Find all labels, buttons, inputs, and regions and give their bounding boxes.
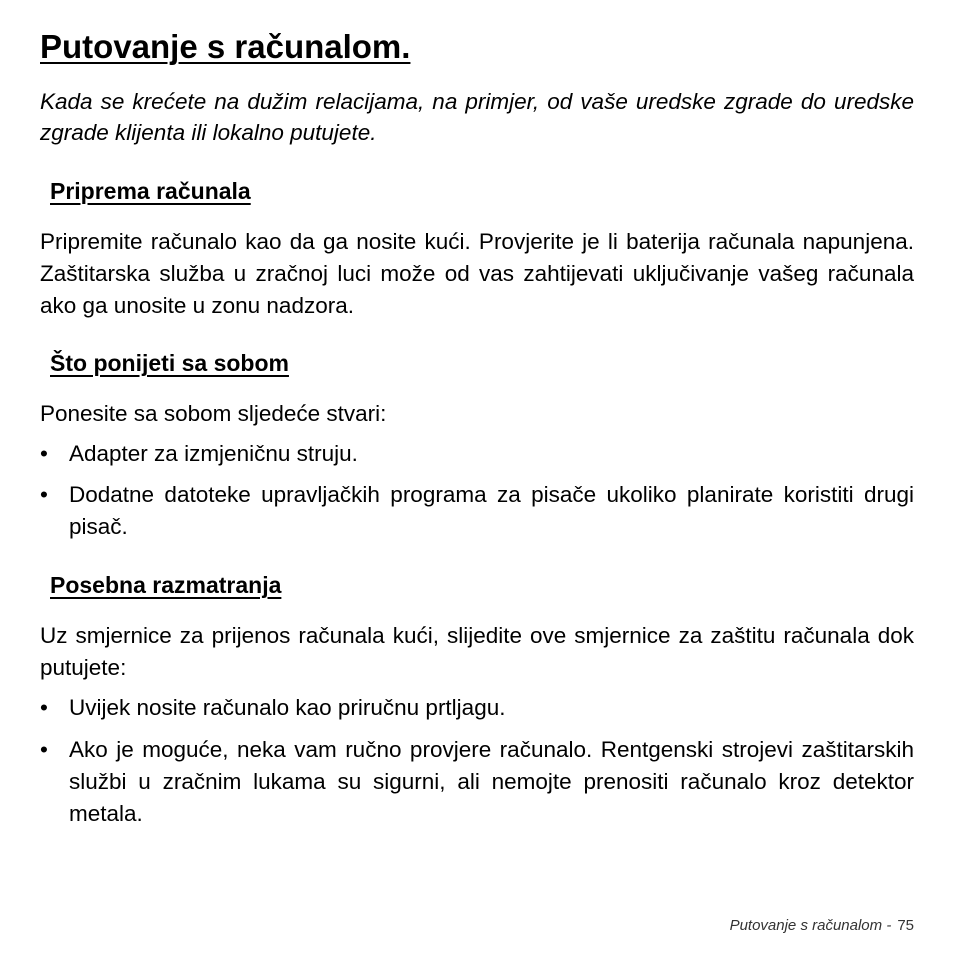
bullet-glyph: • — [40, 695, 48, 720]
bullet-glyph: • — [40, 737, 48, 762]
page-footer — [730, 917, 914, 934]
list-item-text: Dodatne datoteke upravljačkih programa za pisače ukoliko planirate koristiti drugi pisač. — [69, 482, 914, 539]
list-item-text: Uvijek nosite računalo kao priručnu prtljagu. — [69, 695, 506, 720]
intro-paragraph: Kada se krećete na dužim relacijama, na primjer, od vaše uredske zgrade do uredske zgrade klijenta ili lokalno putujete. — [40, 89, 914, 145]
bullet-glyph: • — [40, 441, 48, 466]
section-heading-posebna: Posebna razmatranja — [50, 572, 282, 598]
bullet-glyph: • — [40, 482, 48, 507]
list-item-text: Ako je moguće, neka vam ručno provjere računalo. Rentgenski strojevi zaštitarskih službi u zračnim lukama su sigurni, ali nemojte prenositi računalo kroz detektor metala. — [69, 737, 914, 826]
section-body-sto-ponijeti: Ponesite sa sobom sljedeće stvari: — [40, 401, 387, 426]
page-title: Putovanje s računalom. — [40, 28, 411, 65]
footer-running-title: Putovanje s računalom - — [729, 917, 892, 934]
section-heading-priprema: Priprema računala — [50, 178, 251, 204]
section-body-priprema: Pripremite računalo kao da ga nosite kući. Provjerite je li baterija računala napunjena. Zaštitarska služba u zračnoj luci može od vas zahtijevati uključivanje vašeg računala ako ga unosite u zonu nadzora. — [40, 229, 914, 318]
section-heading-sto-ponijeti: Što ponijeti sa sobom — [50, 350, 289, 376]
section-body-posebna: Uz smjernice za prijenos računala kući, slijedite ove smjernice za zaštitu računala dok putujete: — [40, 623, 914, 680]
page-number: 75 — [897, 917, 914, 934]
list-item-text: Adapter za izmjeničnu struju. — [69, 441, 358, 466]
